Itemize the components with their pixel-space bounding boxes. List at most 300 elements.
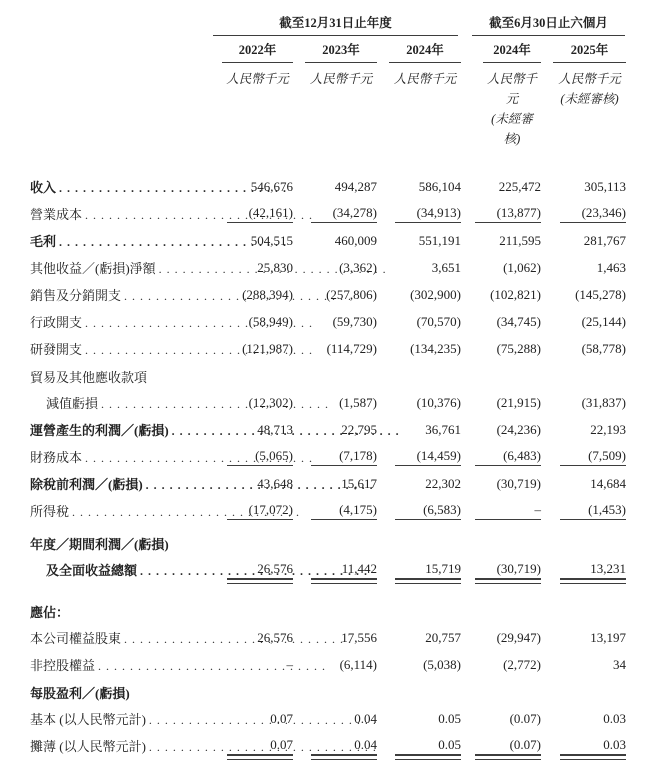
value-cell bbox=[293, 395, 377, 416]
value-cell bbox=[210, 287, 293, 308]
value-cell bbox=[210, 179, 293, 200]
value-cell bbox=[293, 502, 377, 524]
value-cell bbox=[293, 205, 377, 227]
row-label bbox=[30, 605, 210, 624]
value-text: (34,278) bbox=[311, 205, 377, 223]
value-text: (0.07) bbox=[475, 737, 541, 755]
value-text: (1,062) bbox=[503, 260, 541, 275]
value-cell bbox=[293, 422, 377, 443]
value-text: (34,745) bbox=[496, 314, 541, 329]
row-label-text: 攤薄 (以人民幣元計) bbox=[30, 739, 146, 754]
value-cell bbox=[293, 620, 377, 624]
year-label: 2024年 bbox=[483, 40, 541, 63]
value-text: (59,730) bbox=[332, 314, 377, 329]
value-text: (21,915) bbox=[496, 395, 541, 410]
value-text: (10,376) bbox=[416, 395, 461, 410]
row-label bbox=[30, 342, 210, 362]
row-label-text: 收入 bbox=[30, 180, 57, 195]
value-cell bbox=[471, 314, 541, 335]
table-body bbox=[30, 173, 626, 759]
group-title-label: 截至12月31日止年度 bbox=[279, 16, 392, 30]
row-label bbox=[30, 537, 210, 556]
row-label bbox=[30, 423, 210, 443]
value-text: 22,302 bbox=[425, 476, 461, 491]
row-label-text: 研發開支 bbox=[30, 342, 83, 357]
value-cell bbox=[471, 561, 541, 583]
value-text: (23,346) bbox=[560, 205, 626, 223]
column-gap bbox=[461, 385, 471, 389]
value-cell bbox=[541, 205, 626, 227]
value-text: 1,463 bbox=[596, 260, 626, 275]
column-gap bbox=[461, 620, 471, 624]
table-row bbox=[30, 335, 626, 362]
value-cell bbox=[293, 701, 377, 705]
value-cell bbox=[293, 385, 377, 389]
value-text: 26,576 bbox=[257, 630, 293, 645]
value-cell bbox=[210, 341, 293, 362]
value-text: (6,114) bbox=[339, 657, 377, 672]
value-text: 20,757 bbox=[425, 630, 461, 645]
value-text: 13,197 bbox=[590, 630, 626, 645]
value-cell bbox=[471, 422, 541, 443]
year-column-2023 bbox=[293, 40, 377, 63]
row-label-text: 應佔： bbox=[30, 605, 70, 620]
value-text: 22,193 bbox=[590, 422, 626, 437]
column-gap bbox=[461, 493, 471, 497]
value-text: 17,556 bbox=[341, 630, 377, 645]
row-label-text: 除稅前利潤／(虧損) bbox=[30, 477, 143, 492]
row-label-text: 所得稅 bbox=[30, 504, 70, 519]
value-cell bbox=[210, 701, 293, 705]
value-text: (5,065) bbox=[227, 448, 293, 466]
value-cell bbox=[293, 287, 377, 308]
value-cell bbox=[471, 287, 541, 308]
value-text: 281,767 bbox=[583, 233, 626, 248]
row-label bbox=[30, 631, 210, 651]
value-cell bbox=[377, 476, 461, 497]
value-text: 0.03 bbox=[603, 711, 626, 726]
value-cell bbox=[471, 341, 541, 362]
column-gap bbox=[461, 439, 471, 443]
unaudited-note: (未經審核) bbox=[491, 112, 533, 146]
row-label-text: 行政開支 bbox=[30, 315, 83, 330]
value-text: (25,144) bbox=[581, 314, 626, 329]
value-text: (7,178) bbox=[311, 448, 377, 466]
column-gap bbox=[461, 304, 471, 308]
unaudited-note: (未經審核) bbox=[560, 92, 619, 106]
value-text: (121,987) bbox=[242, 341, 293, 356]
value-text: 14,684 bbox=[590, 476, 626, 491]
table-row bbox=[30, 651, 626, 678]
unit-label: 人民幣千元 bbox=[226, 72, 289, 86]
value-text: (70,570) bbox=[416, 314, 461, 329]
value-cell bbox=[377, 630, 461, 651]
value-cell bbox=[377, 422, 461, 443]
value-text: (14,459) bbox=[395, 448, 461, 466]
value-cell bbox=[541, 561, 626, 583]
value-cell bbox=[210, 395, 293, 416]
value-text: (30,719) bbox=[475, 561, 541, 579]
value-cell bbox=[471, 701, 541, 705]
value-text: (1,453) bbox=[560, 502, 626, 520]
column-gap bbox=[461, 331, 471, 335]
value-cell bbox=[210, 737, 293, 759]
value-cell bbox=[293, 476, 377, 497]
value-cell bbox=[541, 552, 626, 556]
value-text: 586,104 bbox=[418, 179, 461, 194]
row-label bbox=[30, 396, 210, 416]
value-text: 0.07 bbox=[227, 737, 293, 755]
value-cell bbox=[541, 179, 626, 200]
value-text: (134,235) bbox=[410, 341, 461, 356]
year-column-2024-interim bbox=[471, 40, 541, 63]
row-label-text: 財務成本 bbox=[30, 450, 83, 465]
value-cell bbox=[377, 287, 461, 308]
value-cell bbox=[471, 395, 541, 416]
value-text: (13,877) bbox=[475, 205, 541, 223]
value-cell bbox=[377, 233, 461, 254]
header-group-row bbox=[30, 12, 626, 36]
group-title-annual bbox=[213, 13, 458, 36]
table-row bbox=[30, 705, 626, 732]
value-text: 22,795 bbox=[341, 422, 377, 437]
value-text: – bbox=[286, 657, 293, 672]
value-text: 546,676 bbox=[250, 179, 293, 194]
value-text: 494,287 bbox=[334, 179, 377, 194]
value-cell bbox=[541, 422, 626, 443]
value-cell bbox=[377, 701, 461, 705]
value-text: 0.04 bbox=[354, 711, 377, 726]
column-gap bbox=[461, 277, 471, 281]
value-cell bbox=[210, 233, 293, 254]
row-label-text: 營業成本 bbox=[30, 207, 83, 222]
value-cell bbox=[471, 502, 541, 524]
column-gap bbox=[461, 674, 471, 678]
value-cell bbox=[377, 341, 461, 362]
table-row bbox=[30, 200, 626, 227]
table-row bbox=[30, 227, 626, 254]
value-cell bbox=[541, 341, 626, 362]
unit-label-unaudited: 人民幣千元 (未經審核) bbox=[541, 69, 626, 149]
row-label-text: 年度／期間利潤／(虧損) bbox=[30, 537, 169, 552]
row-label bbox=[30, 450, 210, 470]
value-cell bbox=[541, 287, 626, 308]
value-cell bbox=[377, 395, 461, 416]
value-cell bbox=[210, 476, 293, 497]
value-text: (3,362) bbox=[339, 260, 377, 275]
value-cell bbox=[471, 620, 541, 624]
value-text: (5,038) bbox=[423, 657, 461, 672]
value-text: 43,648 bbox=[257, 476, 293, 491]
value-text: (114,729) bbox=[326, 341, 377, 356]
table-row bbox=[30, 497, 626, 524]
column-gap bbox=[461, 466, 471, 470]
value-cell bbox=[210, 385, 293, 389]
column-gap bbox=[461, 579, 471, 583]
row-label-text: 運營產生的利潤／(虧損) bbox=[30, 423, 169, 438]
value-text: 11,442 bbox=[311, 561, 377, 579]
unit-label: 人民幣千元 bbox=[393, 72, 457, 86]
value-text: 0.03 bbox=[560, 737, 626, 755]
table-row bbox=[30, 732, 626, 759]
value-text: 225,472 bbox=[498, 179, 541, 194]
value-cell bbox=[293, 260, 377, 281]
value-cell bbox=[471, 476, 541, 497]
value-text: (34,913) bbox=[395, 205, 461, 223]
year-label: 2024年 bbox=[389, 40, 461, 63]
table-row bbox=[30, 362, 626, 389]
value-cell bbox=[541, 620, 626, 624]
value-cell bbox=[210, 657, 293, 678]
row-label bbox=[30, 207, 210, 227]
column-gap bbox=[461, 701, 471, 705]
year-label: 2025年 bbox=[553, 40, 626, 63]
value-text: (0.07) bbox=[509, 711, 541, 726]
value-cell bbox=[293, 314, 377, 335]
value-cell bbox=[377, 737, 461, 759]
value-text: 48,713 bbox=[257, 422, 293, 437]
value-cell bbox=[293, 448, 377, 470]
value-cell bbox=[293, 561, 377, 583]
year-column-2022 bbox=[210, 40, 293, 63]
row-label-text: 其他收益／(虧損)淨額 bbox=[30, 261, 156, 276]
value-text: (58,778) bbox=[581, 341, 626, 356]
row-label bbox=[30, 180, 210, 200]
value-text: (12,302) bbox=[248, 395, 293, 410]
value-text: 13,231 bbox=[560, 561, 626, 579]
table-row bbox=[30, 254, 626, 281]
unit-label: 人民幣千元 bbox=[309, 72, 373, 86]
row-label-text: 貿易及其他應收款項 bbox=[30, 370, 148, 385]
value-cell bbox=[541, 711, 626, 732]
value-text: (257,806) bbox=[326, 287, 377, 302]
value-cell bbox=[377, 314, 461, 335]
value-text: 460,009 bbox=[334, 233, 377, 248]
value-cell bbox=[293, 552, 377, 556]
value-text: 305,113 bbox=[584, 179, 626, 194]
header-year-row bbox=[30, 36, 626, 63]
value-cell bbox=[210, 260, 293, 281]
table-header bbox=[30, 12, 626, 149]
row-label bbox=[30, 288, 210, 308]
value-text: 3,651 bbox=[431, 260, 461, 275]
column-gap bbox=[461, 250, 471, 254]
value-cell bbox=[210, 448, 293, 470]
value-text: (24,236) bbox=[496, 422, 541, 437]
row-label bbox=[30, 261, 210, 281]
value-cell bbox=[541, 395, 626, 416]
value-cell bbox=[293, 630, 377, 651]
value-cell bbox=[541, 448, 626, 470]
value-text: 504,515 bbox=[250, 233, 293, 248]
row-label-text: 非控股權益 bbox=[30, 658, 96, 673]
value-cell bbox=[377, 552, 461, 556]
value-text: (2,772) bbox=[503, 657, 541, 672]
value-text: (1,587) bbox=[339, 395, 377, 410]
row-label-text: 每股盈利／(虧損) bbox=[30, 686, 130, 701]
value-cell bbox=[541, 502, 626, 524]
value-text: (6,583) bbox=[395, 502, 461, 520]
value-cell bbox=[541, 630, 626, 651]
column-gap bbox=[461, 358, 471, 362]
value-cell bbox=[471, 385, 541, 389]
column-gap bbox=[461, 196, 471, 200]
row-label-text: 毛利 bbox=[30, 234, 57, 249]
value-cell bbox=[377, 205, 461, 227]
column-gap bbox=[461, 728, 471, 732]
value-cell bbox=[471, 552, 541, 556]
value-text: 0.05 bbox=[438, 711, 461, 726]
value-cell bbox=[541, 233, 626, 254]
value-text: 0.07 bbox=[270, 711, 293, 726]
column-gap bbox=[461, 552, 471, 556]
value-text: 0.04 bbox=[311, 737, 377, 755]
value-cell bbox=[293, 657, 377, 678]
row-label-text: 基本 (以人民幣元計) bbox=[30, 712, 146, 727]
value-cell bbox=[541, 476, 626, 497]
column-gap bbox=[461, 223, 471, 227]
row-label bbox=[30, 477, 210, 497]
year-column-2025-interim bbox=[541, 40, 626, 63]
value-cell bbox=[210, 502, 293, 524]
value-text: 34 bbox=[613, 657, 626, 672]
value-cell bbox=[210, 630, 293, 651]
table-row bbox=[30, 173, 626, 200]
group-title-label: 截至6月30日止六個月 bbox=[489, 16, 608, 30]
value-text: 211,595 bbox=[499, 233, 541, 248]
column-gap bbox=[461, 647, 471, 651]
table-row bbox=[30, 624, 626, 651]
value-cell bbox=[471, 448, 541, 470]
row-label bbox=[30, 658, 210, 678]
value-text: (4,175) bbox=[311, 502, 377, 520]
row-label bbox=[30, 504, 210, 524]
value-cell bbox=[471, 711, 541, 732]
value-text: (288,394) bbox=[242, 287, 293, 302]
value-cell bbox=[293, 179, 377, 200]
row-label bbox=[30, 739, 210, 759]
value-cell bbox=[471, 260, 541, 281]
table-row bbox=[30, 281, 626, 308]
table-row bbox=[30, 443, 626, 470]
value-cell bbox=[377, 657, 461, 678]
value-text: – bbox=[475, 502, 541, 520]
value-cell bbox=[377, 260, 461, 281]
value-cell bbox=[377, 385, 461, 389]
row-label bbox=[30, 315, 210, 335]
value-text: (58,949) bbox=[248, 314, 293, 329]
value-text: 25,830 bbox=[257, 260, 293, 275]
value-text: (29,947) bbox=[496, 630, 541, 645]
value-text: (31,837) bbox=[581, 395, 626, 410]
header-unit-row bbox=[30, 69, 626, 149]
unit-label-unaudited: 人民幣千元 (未經審核) bbox=[471, 69, 541, 149]
value-cell bbox=[210, 620, 293, 624]
value-cell bbox=[377, 561, 461, 583]
value-text: (17,072) bbox=[227, 502, 293, 520]
value-text: 15,719 bbox=[395, 561, 461, 579]
row-label bbox=[30, 370, 210, 389]
value-cell bbox=[377, 502, 461, 524]
value-text: (102,821) bbox=[490, 287, 541, 302]
value-cell bbox=[293, 737, 377, 759]
table-row bbox=[30, 470, 626, 497]
table-row bbox=[30, 308, 626, 335]
value-cell bbox=[210, 552, 293, 556]
table-row bbox=[30, 597, 626, 624]
value-cell bbox=[471, 657, 541, 678]
value-text: (75,288) bbox=[496, 341, 541, 356]
value-text: (42,161) bbox=[227, 205, 293, 223]
row-label-text: 銷售及分銷開支 bbox=[30, 288, 122, 303]
value-text: (7,509) bbox=[560, 448, 626, 466]
value-cell bbox=[210, 205, 293, 227]
year-column-2024 bbox=[377, 40, 461, 63]
value-cell bbox=[293, 711, 377, 732]
value-cell bbox=[471, 205, 541, 227]
value-cell bbox=[471, 179, 541, 200]
value-cell bbox=[541, 385, 626, 389]
value-cell bbox=[471, 737, 541, 759]
group-title-interim bbox=[472, 13, 625, 36]
value-cell bbox=[377, 620, 461, 624]
value-cell bbox=[210, 561, 293, 583]
row-label bbox=[30, 686, 210, 705]
table-row bbox=[30, 416, 626, 443]
value-text: 36,761 bbox=[425, 422, 461, 437]
column-gap bbox=[461, 412, 471, 416]
value-cell bbox=[541, 657, 626, 678]
value-cell bbox=[377, 711, 461, 732]
value-cell bbox=[471, 233, 541, 254]
row-label-text: 減值虧損 bbox=[46, 396, 99, 411]
row-label-text: 本公司權益股東 bbox=[30, 631, 122, 646]
row-label bbox=[30, 712, 210, 732]
table-row bbox=[30, 389, 626, 416]
row-label bbox=[30, 563, 210, 583]
value-text: (302,900) bbox=[410, 287, 461, 302]
value-cell bbox=[293, 233, 377, 254]
year-label: 2023年 bbox=[305, 40, 377, 63]
value-text: 551,191 bbox=[418, 233, 461, 248]
value-cell bbox=[210, 711, 293, 732]
value-cell bbox=[210, 314, 293, 335]
table-row bbox=[30, 529, 626, 556]
value-cell bbox=[377, 179, 461, 200]
value-cell bbox=[541, 737, 626, 759]
year-label: 2022年 bbox=[222, 40, 293, 63]
value-text: 0.05 bbox=[395, 737, 461, 755]
value-text: (145,278) bbox=[575, 287, 626, 302]
column-gap bbox=[461, 755, 471, 759]
value-cell bbox=[541, 260, 626, 281]
value-cell bbox=[471, 630, 541, 651]
value-cell bbox=[210, 422, 293, 443]
value-text: 26,576 bbox=[227, 561, 293, 579]
row-label bbox=[30, 234, 210, 254]
value-cell bbox=[293, 341, 377, 362]
table-row bbox=[30, 556, 626, 583]
column-gap bbox=[461, 520, 471, 524]
value-text: (30,719) bbox=[496, 476, 541, 491]
table-row bbox=[30, 678, 626, 705]
value-text: 15,617 bbox=[341, 476, 377, 491]
value-cell bbox=[541, 314, 626, 335]
row-label-text: 及全面收益總額 bbox=[46, 563, 138, 578]
value-text: (6,483) bbox=[475, 448, 541, 466]
value-cell bbox=[377, 448, 461, 470]
value-cell bbox=[541, 701, 626, 705]
